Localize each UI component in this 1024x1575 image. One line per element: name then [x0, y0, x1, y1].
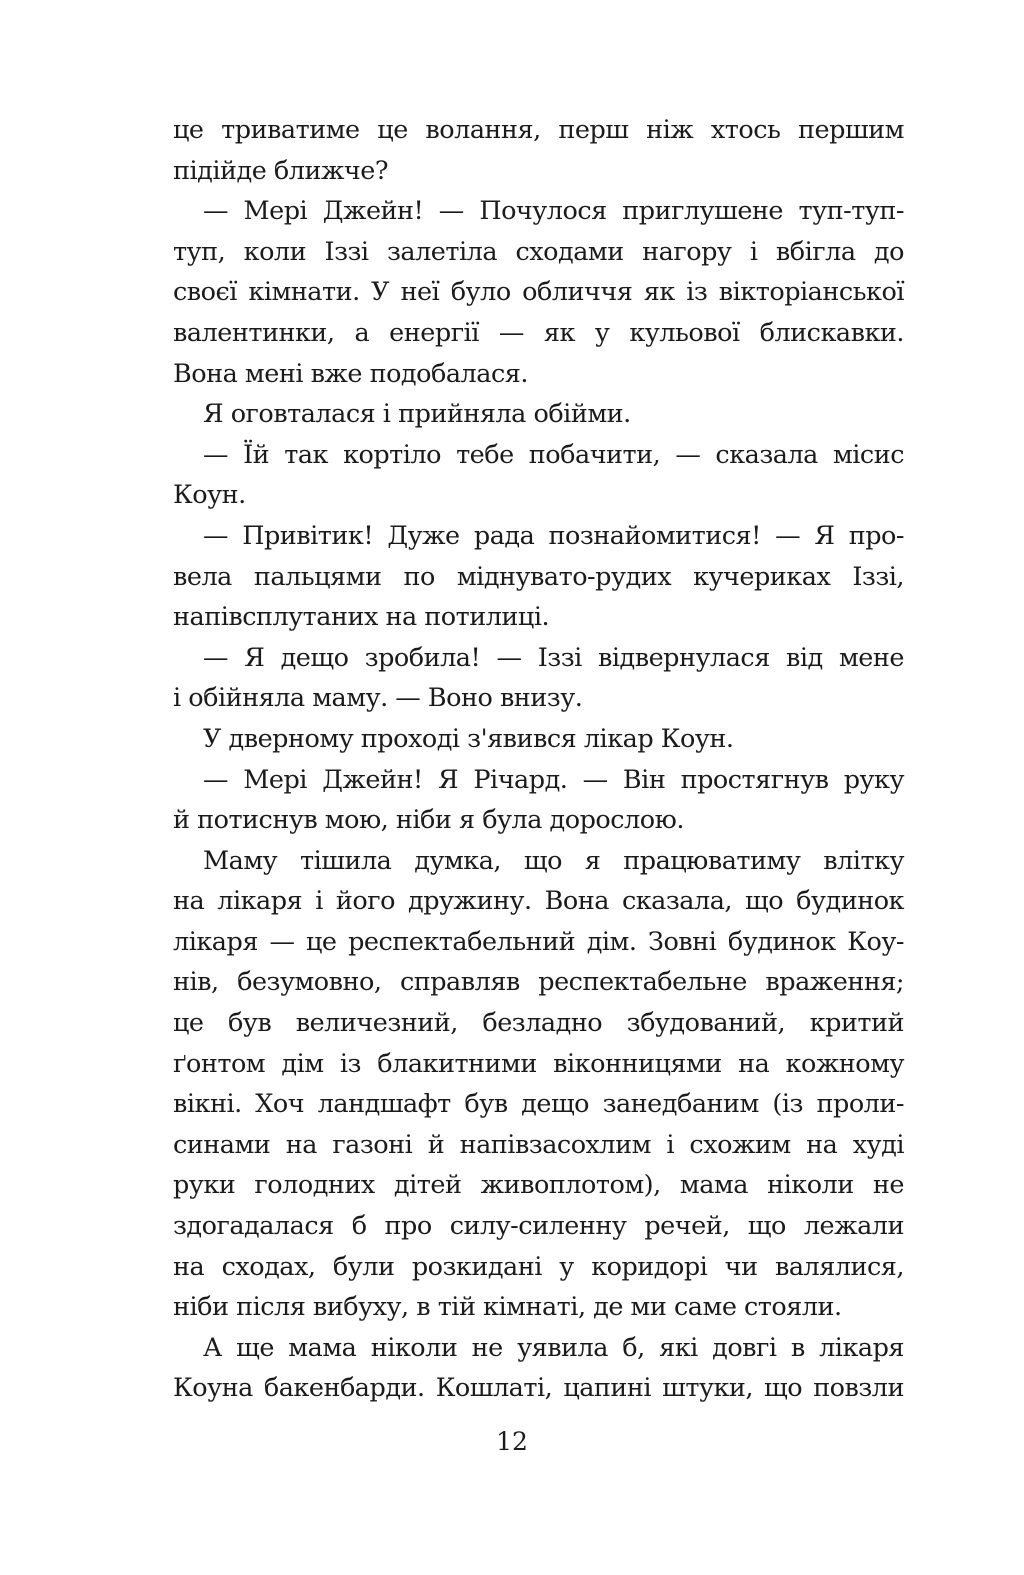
text-line: Коун. [173, 480, 246, 511]
text-line: Коуна бакенбарди. Кошлаті, цапині штуки, що повзли [173, 1373, 904, 1404]
text-line: своєї кімнати. У неї було обличчя як із вікторіанської [173, 277, 904, 308]
text-line: — Мері Джейн! — Почулося приглушене туп-туп- [203, 196, 904, 227]
text-line: руки голодних дітей живоплотом), мама ніколи не [173, 1170, 904, 1201]
text-line: У дверному проході з'явився лікар Коун. [203, 723, 734, 754]
text-line: це був величезний, безладно збудований, критий [173, 1008, 904, 1039]
text-line: ґонтом дім із блакитними віконницями на кожному [173, 1048, 904, 1079]
text-line: здогадалася б про силу-силенну речей, що лежали [173, 1211, 904, 1242]
text-line: Вона мені вже подобалася. [173, 358, 528, 389]
page-text [173, 110, 904, 1409]
text-line: на лікаря і його дружину. Вона сказала, що будинок [173, 886, 904, 917]
text-line: валентинки, а енергії — як у кульової блискавки. [173, 317, 904, 348]
text-line: підійде ближче? [173, 155, 389, 186]
text-line: туп, коли Іззі залетіла сходами нагору і вбігла до [173, 236, 904, 267]
text-line: напівсплутаних на потилиці. [173, 602, 550, 633]
text-line: Маму тішила думка, що я працюватиму влітку [203, 845, 904, 876]
text-line: і обійняла маму. — Воно внизу. [173, 683, 583, 714]
text-line: нів, безумовно, справляв респектабельне враження; [173, 967, 904, 998]
page-number: 12 [496, 1427, 528, 1456]
text-line: — Їй так кортіло тебе побачити, — сказала місис [203, 439, 904, 470]
text-line: — Я дещо зробила! — Іззі відвернулася від мене [203, 642, 904, 673]
text-line: ніби після вибуху, в тій кімнаті, де ми саме стояли. [173, 1292, 842, 1323]
text-line: на сходах, були розкидані у коридорі чи валялися, [173, 1251, 904, 1282]
text-line: лікаря — це респектабельний дім. Зовні будинок Коу- [173, 926, 904, 957]
text-line: й потиснув мою, ніби я була дорослою. [173, 805, 684, 836]
text-line: Я оговталася і прийняла обійми. [203, 399, 631, 430]
text-line: — Мері Джейн! Я Річард. — Він простягнув руку [203, 764, 904, 795]
text-line: це триватиме це волання, перш ніж хтось першим [173, 115, 904, 145]
text-line: вела пальцями по міднувато-рудих кучериках Іззі, [173, 561, 904, 592]
text-line: синами на газоні й напівзасохлим і схожим на худі [173, 1129, 904, 1160]
text-line: — Привітик! Дуже рада познайомитися! — Я про- [203, 520, 904, 551]
text-line: А ще мама ніколи не уявила б, які довгі в лікаря [203, 1332, 904, 1363]
text-line: вікні. Хоч ландшафт був дещо занедбаним (із проли- [173, 1089, 904, 1120]
